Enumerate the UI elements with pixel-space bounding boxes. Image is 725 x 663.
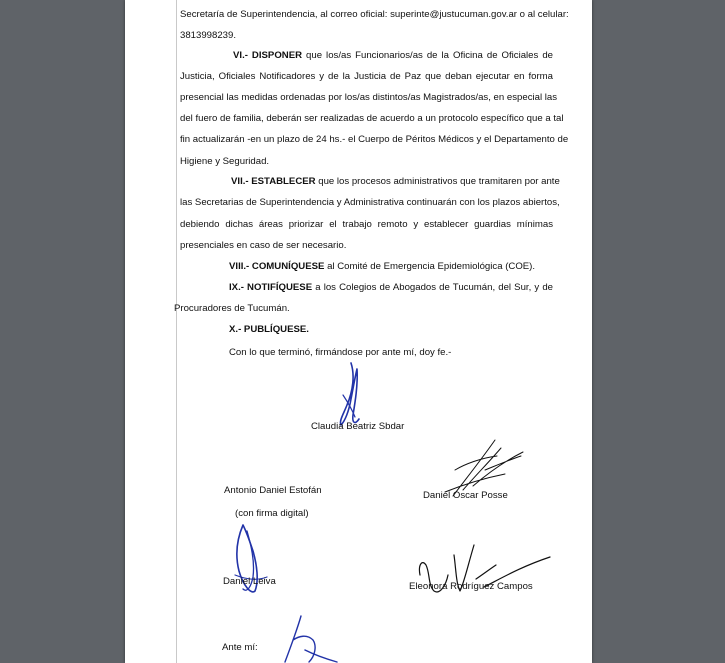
signature-secretary	[275, 610, 345, 663]
p6-line-2: Justicia, Oficiales Notificadores y de la Justicia de Paz que deban ejecutar en forma	[180, 71, 553, 82]
name-sbdar: Claudia Beatriz Sbdar	[311, 421, 405, 432]
p9-line-1	[229, 282, 553, 294]
p6-line-4: del fuero de familia, deberán ser realizadas de acuerdo a un protocolo específico que a tal	[180, 113, 564, 124]
p10-heading: X.- PUBLÍQUESE.	[229, 324, 309, 335]
p8-line	[229, 261, 535, 273]
p9-line-2: Procuradores de Tucumán.	[174, 303, 290, 314]
p6-line-3: presencial las medidas ordenadas por los/as distintos/as Magistrados/as, en especial las	[180, 92, 558, 103]
p6-line-6: Higiene y Seguridad.	[180, 156, 270, 167]
p8-heading: VIII.- COMUNÍQUESE	[229, 261, 325, 272]
name-leiva: Daniel Leiva	[223, 576, 276, 587]
name-posse: Daniel Oscar Posse	[423, 490, 508, 501]
closing-line: Con lo que terminó, firmándose por ante mí, doy fe.-	[229, 347, 452, 358]
p7-heading: VII.- ESTABLECER	[231, 176, 316, 187]
p6-line-1	[233, 50, 553, 62]
margin-rule	[176, 0, 177, 663]
name-rodriguez: Eleonora Rodríguez Campos	[409, 581, 533, 592]
document-page	[125, 0, 592, 663]
p6-heading: VI.- DISPONER	[233, 50, 303, 61]
p8-text: al Comité de Emergencia Epidemiológica (COE).	[324, 261, 536, 272]
name-estofan: Antonio Daniel Estofán	[224, 485, 322, 496]
p9-heading: IX.- NOTIFÍQUESE	[229, 282, 313, 293]
p7-line-3: debiendo dichas áreas priorizar el trabajo remoto y establecer guardias mínimas	[180, 219, 553, 230]
p6-line-5: fin actualizarán -en un plazo de 24 hs.- el Cuerpo de Péritos Médicos y el Departamento de	[180, 134, 569, 145]
p9-text-1: a los Colegios de Abogados de Tucumán, del Sur, y de	[312, 282, 553, 293]
p7-line-4: presenciales en caso de ser necesario.	[180, 240, 347, 251]
p5-line-2: 3813998239.	[180, 30, 237, 41]
p5-line-1: Secretaría de Superintendencia, al correo oficial: superinte@justucuman.gov.ar o al celular:	[180, 9, 569, 20]
p7-line-2: las Secretarias de Superintendencia y Administrativa continuarán con los plazos abiertos,	[180, 197, 560, 208]
signature-rodriguez	[410, 535, 560, 605]
p7-text-1: que los procesos administrativos que tramitaren por ante	[315, 176, 560, 187]
ante-mi-label: Ante mí:	[222, 642, 258, 653]
p6-text-1: que los/as Funcionarios/as de la Oficina de Oficiales de	[302, 50, 553, 61]
estofan-note: (con firma digital)	[235, 508, 309, 519]
p7-line-1	[231, 176, 560, 188]
